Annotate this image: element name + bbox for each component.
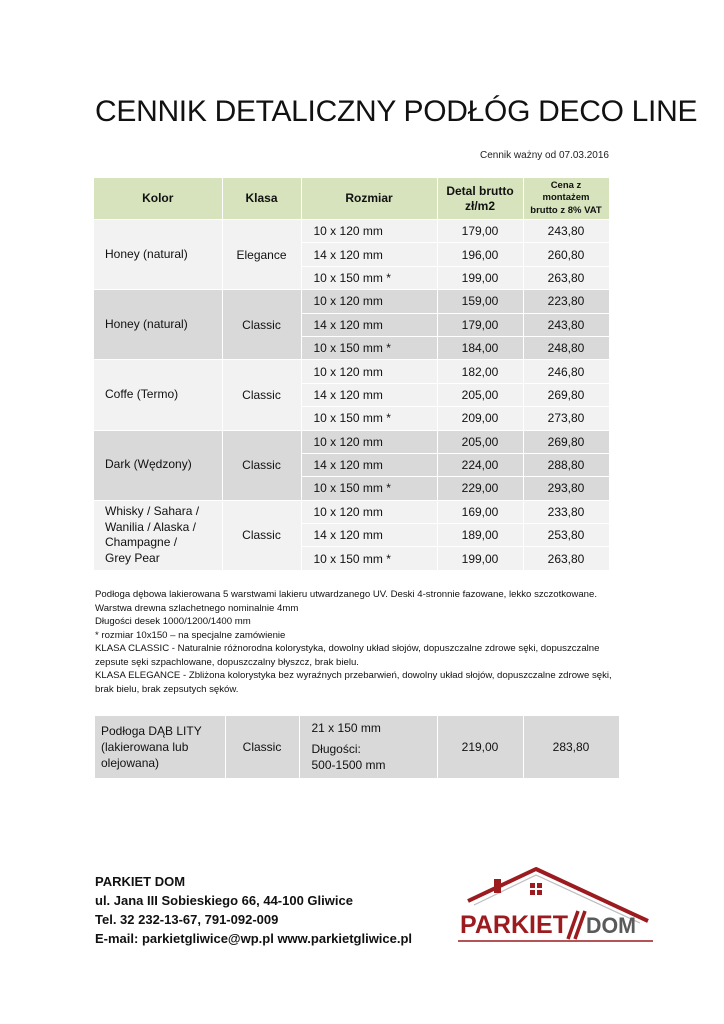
- solid-detal-price-cell: 219,00: [437, 716, 523, 778]
- kolor-cell: [94, 430, 222, 500]
- cena-montaz-cell: 243,80: [523, 313, 609, 336]
- logo-chimney: [494, 879, 501, 893]
- detal-price-cell: 159,00: [437, 290, 523, 313]
- kolor-line: Honey (natural): [105, 316, 188, 331]
- detal-price-cell: 179,00: [437, 313, 523, 336]
- cena-montaz-cell: 248,80: [523, 336, 609, 359]
- detal-price-cell: 182,00: [437, 360, 523, 383]
- product-notes: [95, 588, 630, 696]
- header-kolor: Kolor: [94, 178, 222, 220]
- size-cell: 10 x 120 mm: [301, 220, 437, 243]
- klasa-cell: Elegance: [222, 220, 301, 290]
- logo-window: [530, 883, 542, 895]
- cena-montaz-cell: 288,80: [523, 453, 609, 476]
- note-line: * rozmiar 10x150 – na specjalne zamówienie: [95, 629, 286, 641]
- solid-size-cell: [299, 716, 437, 778]
- size-cell: 14 x 120 mm: [301, 453, 437, 476]
- detal-price-cell: 199,00: [437, 266, 523, 289]
- table-row: [94, 360, 609, 383]
- kolor-line: Whisky / Sahara /: [105, 504, 200, 519]
- table-row: [94, 290, 609, 313]
- table-row: [94, 500, 609, 523]
- kolor-line: Grey Pear: [105, 550, 160, 565]
- company-phone: Tel. 32 232-13-67, 791-092-009: [95, 912, 279, 927]
- klasa-cell: Classic: [222, 430, 301, 500]
- cena-montaz-cell: 263,80: [523, 266, 609, 289]
- size-cell: 10 x 120 mm: [301, 430, 437, 453]
- kolor-line: Champagne /: [105, 535, 178, 550]
- size-cell: 10 x 150 mm *: [301, 547, 437, 570]
- cena-montaz-cell: 246,80: [523, 360, 609, 383]
- header-detal-line1: Detal brutto: [446, 183, 514, 198]
- company-email-website[interactable]: E-mail: parkietgliwice@wp.pl www.parkietgliwice.pl: [95, 931, 413, 946]
- header-detal-brutto: [437, 178, 523, 220]
- header-cena-line3: brutto z 8% VAT: [530, 204, 602, 216]
- header-cena-line1: Cena z: [550, 179, 582, 191]
- size-cell: 14 x 120 mm: [301, 524, 437, 547]
- size-cell: 10 x 150 mm *: [301, 477, 437, 500]
- solid-product-line: Podłoga DĄB LITY: [101, 723, 202, 738]
- cena-montaz-cell: 223,80: [523, 290, 609, 313]
- header-klasa: Klasa: [222, 178, 301, 220]
- klasa-cell: Classic: [222, 360, 301, 430]
- size-cell: 10 x 120 mm: [301, 500, 437, 523]
- kolor-line: Honey (natural): [105, 246, 188, 261]
- valid-from-date: Cennik ważny od 07.03.2016: [480, 150, 609, 161]
- size-cell: 14 x 120 mm: [301, 243, 437, 266]
- company-name: PARKIET DOM: [95, 874, 186, 889]
- cena-montaz-cell: 269,80: [523, 383, 609, 406]
- note-line: KLASA ELEGANCE - Zbliżona kolorystyka bez wyraźnych przebarwień, dowolny układ słojów, dopuszczalne zdrowe sęki, brak bielu, brak zepsutych sęków.: [95, 670, 612, 695]
- note-line: KLASA CLASSIC - Naturalnie różnorodna kolorystyka, dowolny układ słojów, dopuszczalne zdrowe sęki, dopuszczalne zepsute sęki szpachlowane, dopuszczalny błyszcz, brak bielu.: [95, 643, 600, 668]
- logo-text-dom: DOM: [586, 913, 636, 938]
- detal-price-cell: 199,00: [437, 547, 523, 570]
- cena-montaz-cell: 269,80: [523, 430, 609, 453]
- note-line: Długości desek 1000/1200/1400 mm: [95, 616, 251, 627]
- solid-size: 21 x 150 mm: [311, 720, 381, 735]
- detal-price-cell: 196,00: [437, 243, 523, 266]
- header-rozmiar: Rozmiar: [301, 178, 437, 220]
- solid-oak-table: [95, 716, 620, 778]
- detal-price-cell: 209,00: [437, 407, 523, 430]
- detal-price-cell: 229,00: [437, 477, 523, 500]
- note-line: Podłoga dębowa lakierowana 5 warstwami lakieru utwardzanego UV. Deski 4-stronnie fazowane, lekko szczotkowane.: [95, 589, 597, 600]
- size-cell: 10 x 150 mm *: [301, 336, 437, 359]
- solid-cena-montaz-cell: 283,80: [523, 716, 619, 778]
- table-row: [94, 220, 609, 243]
- cena-montaz-cell: 243,80: [523, 220, 609, 243]
- table-row: [94, 430, 609, 453]
- klasa-cell: Classic: [222, 290, 301, 360]
- solid-product-cell: [95, 716, 225, 778]
- logo-slash-mark: [568, 911, 585, 939]
- size-cell: 14 x 120 mm: [301, 383, 437, 406]
- detal-price-cell: 169,00: [437, 500, 523, 523]
- kolor-cell: [94, 500, 222, 570]
- cena-montaz-cell: 273,80: [523, 407, 609, 430]
- header-detal-line2: zł/m2: [464, 198, 495, 213]
- price-table: [94, 178, 610, 571]
- solid-klasa-cell: Classic: [225, 716, 299, 778]
- size-cell: 10 x 150 mm *: [301, 407, 437, 430]
- kolor-line: Dark (Wędzony): [105, 457, 192, 472]
- solid-product-line: olejowana): [101, 756, 160, 771]
- note-line: Warstwa drewna szlachetnego nominalnie 4mm: [95, 602, 299, 614]
- logo-text-parkiet: PARKIET: [460, 911, 568, 939]
- solid-lengths: 500-1500 mm: [311, 758, 386, 773]
- detal-price-cell: 189,00: [437, 524, 523, 547]
- detal-price-cell: 184,00: [437, 336, 523, 359]
- detal-price-cell: 205,00: [437, 383, 523, 406]
- cena-montaz-cell: 233,80: [523, 500, 609, 523]
- cena-montaz-cell: 260,80: [523, 243, 609, 266]
- table-row: [95, 716, 619, 778]
- header-cena-montaz: [523, 178, 609, 220]
- cena-montaz-cell: 293,80: [523, 477, 609, 500]
- price-table-header: [94, 178, 609, 220]
- header-cena-line2: montażem: [542, 192, 590, 204]
- size-cell: 10 x 150 mm *: [301, 266, 437, 289]
- detal-price-cell: 205,00: [437, 430, 523, 453]
- cena-montaz-cell: 263,80: [523, 547, 609, 570]
- company-address: ul. Jana III Sobieskiego 66, 44-100 Gliwice: [95, 893, 353, 908]
- kolor-line: Coffe (Termo): [105, 387, 179, 402]
- cena-montaz-cell: 253,80: [523, 524, 609, 547]
- solid-lengths-label: Długości:: [311, 741, 361, 756]
- detal-price-cell: 224,00: [437, 453, 523, 476]
- size-cell: 14 x 120 mm: [301, 313, 437, 336]
- detal-price-cell: 179,00: [437, 220, 523, 243]
- contact-block: [95, 872, 412, 948]
- klasa-cell: Classic: [222, 500, 301, 570]
- kolor-cell: [94, 220, 222, 290]
- size-cell: 10 x 120 mm: [301, 290, 437, 313]
- size-cell: 10 x 120 mm: [301, 360, 437, 383]
- parkiet-dom-logo: [458, 865, 658, 955]
- kolor-cell: [94, 290, 222, 360]
- solid-product-line: (lakierowana lub: [101, 739, 189, 754]
- kolor-line: Wanilia / Alaska /: [105, 519, 196, 534]
- page-title: CENNIK DETALICZNY PODŁÓG DECO LINE: [95, 95, 698, 128]
- kolor-cell: [94, 360, 222, 430]
